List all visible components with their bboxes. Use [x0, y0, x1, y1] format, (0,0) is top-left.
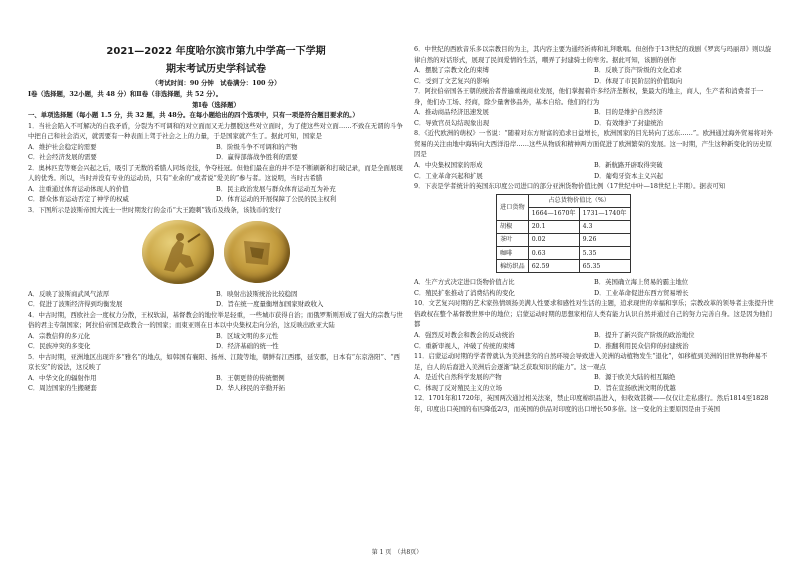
table-row: [497, 220, 631, 233]
table-cell-b: 65.35: [579, 260, 630, 273]
question-9: [414, 181, 774, 298]
option-b: B．映射出波斯统治比较稳固: [216, 289, 298, 298]
option-b: B．英国确立海上贸易的霸主地位: [594, 278, 689, 287]
question-stem: 8．《近代欧洲的萌权》一书说：“随着对东方财富的追求日益增长，欧洲国家的目光转向了远东……”。欧洲通过海外贸易将对外贸易的关注由地中海转向大西洋沿岸……这些从物质和精神两方面促进了欧洲繁荣的发展。这一时期，产生这种新变化的历史原因是: [414, 129, 773, 159]
option-a: A．反映了波斯商武风气浓厚: [28, 289, 110, 298]
question-stem: 11．启蒙运动时期的学者曾就认为美洲悲劣的自然环境会导致进入美洲的动植物发生“退化”，如移植到美洲的旧世界物种易不足，白人的后裔进入美洲后会逐渐“缺乏获取知识的能力”。这一观点: [414, 352, 768, 371]
option-d: D．经济基础的统一性: [216, 342, 279, 351]
option-c: C．殖民扩张推动了消费结构的变化: [414, 288, 515, 297]
section-instruction: 一、单项选择题（每小题 1.5 分，共 32 题，共 48分。在每小题给出的四个选项中，只有一项是符合题目要求的。）: [28, 111, 359, 120]
table-header-period-b: 1731—1740年: [579, 207, 630, 220]
right-column: [414, 44, 774, 414]
question-stem: 5．中古时期，亚洲地区出现许多“雅名”的地点，如韩国有襄阳、扬州、江陵等地，朝鲜有江西郡，延安郡，日本有“东京洛阳”、“西京长安”的说法，这反映了: [28, 352, 400, 372]
question-stem: 9．下表是学者统计的英国东印度公司进口的部分亚洲货物价值比例（17世纪中叶—18世纪上半期）。据表可知: [414, 182, 726, 191]
question-5: [28, 352, 404, 394]
option-b: B．源于欧美大陆的相互隔绝: [594, 373, 676, 382]
table-header-share: 占总货物价值比（%）: [528, 194, 630, 207]
option-c: C．促进了波斯经济得到均衡发展: [28, 300, 123, 309]
question-stem: 3．下图所示是波斯帝国大流士一世时期发行的金币“大王跑刺”钱币及线条，该钱币的发行: [28, 206, 282, 215]
option-d: D．推翻利用民众信仰的封建统治: [594, 341, 689, 350]
table-cell-a: 0.63: [528, 247, 579, 260]
question-12: [414, 393, 774, 414]
option-d: D．旨在统一度量衡增加国家财政收入: [216, 300, 324, 309]
option-b: B．阶级斗争不可调和的产物: [216, 142, 298, 151]
table-header-goods: 进口货物: [497, 194, 529, 220]
option-a: A．注重通过体育运动体现人的价值: [28, 184, 129, 193]
option-a: A．推动商品经济迅速发展: [414, 108, 489, 117]
question-stem: 7．阿拉伯帝国各王朝的统治者普遍重视商业发展，他们掌握着许多经济垄断权，集最大的地主，商人，生产者和消费者于一身，他们办工场、经商，除少量奢侈品外，基本自给。他们的行为: [414, 87, 764, 106]
option-a: A．中华文化的辐射作用: [28, 373, 97, 382]
question-1: [28, 121, 404, 163]
table-cell-a: 62.59: [528, 260, 579, 273]
option-c: C．重新审视人，冲破了传统的束缚: [414, 341, 515, 350]
option-c: C．受到了文艺复兴的影响: [414, 76, 490, 85]
question-stem: 1．当社会陷入不可解决的自我矛盾，分裂为不可调和的对立面而又无力摆脱这些对立面时，为了使这些对立面……不致在无谓的斗争中把自己和社会消灭，就需要有一种表面上驾于社会之上的力量，于是国家就产生了。据此可知，国家是: [28, 121, 403, 141]
table-cell-item: 咖啡: [497, 247, 529, 260]
option-c: C．导致官员勾结现象出现: [414, 118, 490, 127]
question-stem: 6．中世纪的西欧音乐多以宗教目的为主，其内容主要为通经祈祷和礼拜歌唱。但创作于13世纪的戏剧《罗宾与玛丽昂》则以旋律自然的对话形式，展现了民间爱情的生活，嘲弄了封建骑士的卑劣。据此可知，该剧的创作: [414, 45, 772, 64]
option-c: C．社会经济发展的需要: [28, 153, 97, 162]
option-c: C．群众体育运动否定了神学的权威: [28, 195, 129, 204]
table-cell-a: 20.1: [528, 220, 579, 233]
table-cell-item: 棉纺织品: [497, 260, 529, 273]
option-a: A．强烈反对教会和教会的反动统治: [414, 330, 515, 339]
table-header-period-a: 1664—1670年: [528, 207, 579, 220]
option-d: D．赢得部落战争胜利的需要: [216, 153, 298, 162]
page-footer: 第 1 页 （共8页）: [371, 549, 423, 556]
option-d: D．有效维护了封建统治: [594, 118, 664, 127]
left-column: [28, 44, 404, 394]
question-stem: 4．中古时期，西欧社会一度权力分散，王权软弱，基督教会的地位举足轻重，一些城市获得自治；而俄罗斯则形成了强大的宗教与世俗的君主专制国家；阿拉伯帝国是政教合一的国家；而東亚则在日本以中央集权走向分治，这反映出欧亚大陆: [28, 310, 403, 330]
question-10: [414, 298, 774, 351]
question-stem: 2．奥林匹克等赛会兴起之后，吸引了无数的希腊人同场竞技，争夺桂冠。但他们最在意的并不是不断刷新和打破记录，而是全面展现人的优秀。所以，当时并没有专业的运动员，只有“业余的”或者说“爱美的”参与者。这说明，当时古希腊: [28, 163, 403, 183]
option-b: B．民主政治发展与群众体育运动互为补充: [216, 184, 336, 193]
exam-info: （考试时间：90 分钟 试卷满分：100 分）: [151, 79, 281, 87]
option-d: D．体育运动的开展保障了公民的民主权利: [216, 195, 337, 204]
table-row: [497, 233, 631, 246]
question-stem: 12．1701年和1720年，英国两次通过相关法案，禁止印度棉织品进入，但收效甚微——仅仅让走私盛行。然后1814至1828年，印度出口英国的布匹降低2/3，而英国的供品对印度的出口增长50多倍。这一变化的主要原因是由于英国: [414, 394, 769, 413]
question-2: [28, 163, 404, 205]
option-a: A．宗教信仰的多元化: [28, 331, 91, 340]
option-c: C．民族冲突的多变化: [28, 342, 91, 351]
question-8: [414, 128, 774, 181]
option-a: A．中央集权国家的形成: [414, 161, 483, 170]
option-b: B．目的是维护自然经济: [594, 108, 663, 117]
question-stem: 10．文艺复兴时期的艺术家热情颂扬美满人性要求和感性对生活的主题，追求现世的幸福和享乐；宗教改革的领导者主张提升世俗政权在整个基督教世界中的地位；启蒙运动时期的思想家相信人类有能力认识自然并通过自己的努力完善自身。这是因为他们都: [414, 299, 774, 329]
gold-coin-reverse-image: [224, 221, 290, 283]
exam-subtitle: 期末考试历史学科试卷: [166, 64, 266, 75]
table-cell-item: 茶叶: [497, 233, 529, 246]
option-d: D．旨在宣扬欧洲文明的优越: [594, 383, 676, 392]
coin-figure: [28, 218, 404, 286]
option-b: B．提升了新兴资产阶级的政治地位: [594, 330, 695, 339]
table-cell-b: 5.35: [579, 247, 630, 260]
gold-coin-obverse-image: [142, 220, 214, 284]
question-4: [28, 310, 404, 352]
option-d: D．体现了市民阶层的价值取向: [594, 76, 683, 85]
option-c: C．工业革命兴起和扩展: [414, 171, 483, 180]
question-7: [414, 86, 774, 128]
question-3: [28, 205, 404, 310]
option-a: A．维护社会稳定的需要: [28, 142, 97, 151]
option-d: D．华人移民的辛勤开拓: [216, 384, 286, 393]
option-a: A．是近代自然科学发展的产物: [414, 373, 502, 382]
structure-note: Ⅰ卷（选择题，32小题，共 48 分）和Ⅱ卷（非选择题，共 52 分）。: [28, 90, 223, 98]
goods-value-table: [496, 194, 631, 274]
option-b: B．区域文明的多元性: [216, 331, 279, 340]
table-row: [497, 247, 631, 260]
volume-title: 第Ⅰ卷（选择题）: [192, 100, 240, 109]
option-a: A．摆脱了宗教文化的束缚: [414, 66, 489, 75]
exam-title: 2021—2022 年度哈尔滨市第九中学高一下学期: [106, 46, 326, 57]
option-b: B．新航路开辟取得突破: [594, 161, 663, 170]
option-c: C．体现了反对殖民主义的立场: [414, 383, 502, 392]
table-cell-b: 4.3: [579, 220, 630, 233]
option-d: D．工业革命促进东西方贸易增长: [594, 288, 689, 297]
option-b: B．反映了资产阶级的文化追求: [594, 66, 682, 75]
table-row: [497, 260, 631, 273]
question-11: [414, 351, 774, 393]
table-cell-a: 0.02: [528, 233, 579, 246]
option-c: C．周边国家的生搬硬套: [28, 384, 97, 393]
option-a: A．生产方式决定进口货物价值占比: [414, 278, 515, 287]
table-cell-item: 胡椒: [497, 220, 529, 233]
option-d: D．葡萄牙资本主义兴起: [594, 171, 664, 180]
option-b: B．王朝更替的传统惯例: [216, 373, 285, 382]
table-cell-b: 9.26: [579, 233, 630, 246]
question-6: [414, 44, 774, 86]
